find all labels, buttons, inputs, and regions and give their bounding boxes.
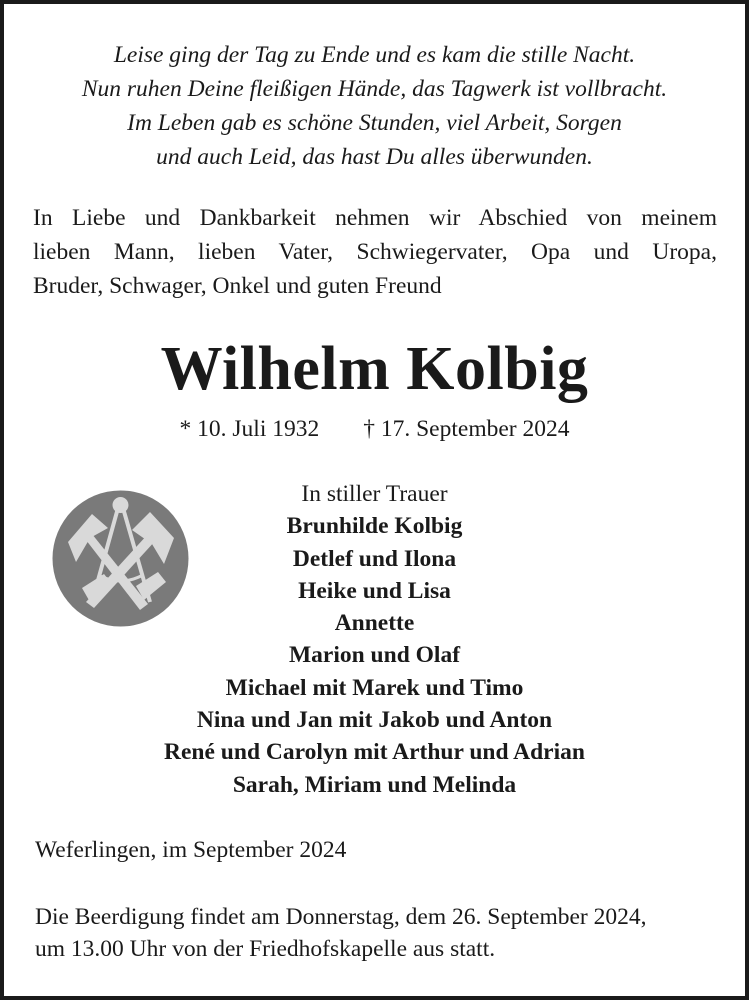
- life-dates: [4, 412, 745, 446]
- intro-line: In Liebe und Dankbarkeit nehmen wir Abschied von meinem: [33, 205, 717, 231]
- mourner-name: Detlef und Ilona: [292, 545, 457, 572]
- mourner-name: Nina und Jan mit Jakob und Anton: [196, 707, 553, 734]
- poem-line: Nun ruhen Deine fleißigen Hände, das Tagwerk ist vollbracht.: [81, 76, 668, 102]
- mourner-name: René und Carolyn mit Arthur und Adrian: [164, 739, 585, 766]
- funeral-line: Die Beerdigung findet am Donnerstag, dem 26. September 2024,: [35, 904, 647, 930]
- mourners-heading: In stiller Trauer: [301, 481, 448, 507]
- intro-line: lieben Mann, lieben Vater, Schwiegervater, Opa und Uropa,: [33, 239, 717, 265]
- funeral-line: um 13.00 Uhr von der Friedhofskapelle aus statt.: [35, 936, 496, 962]
- funeral-notice: [35, 901, 647, 965]
- poem: [4, 38, 745, 174]
- mourner-name: Michael mit Marek und Timo: [225, 674, 524, 701]
- intro-text: [33, 201, 717, 303]
- death-date: † 17. September 2024: [363, 416, 570, 442]
- poem-line: Im Leben gab es schöne Stunden, viel Arbeit, Sorgen: [127, 110, 622, 136]
- poem-line: und auch Leid, das hast Du alles überwunden.: [156, 144, 593, 170]
- mourner-name: Heike und Lisa: [298, 577, 451, 604]
- mourners-list: [4, 478, 745, 801]
- place-and-date: Weferlingen, im September 2024: [35, 837, 347, 863]
- poem-line: Leise ging der Tag zu Ende und es kam die stille Nacht.: [113, 42, 636, 68]
- mourner-name: Sarah, Miriam und Melinda: [232, 771, 517, 798]
- mourner-name: Annette: [334, 610, 415, 637]
- intro-line: Bruder, Schwager, Onkel und guten Freund: [33, 273, 442, 299]
- deceased-name: Wilhelm Kolbig: [160, 335, 589, 403]
- birth-date: * 10. Juli 1932: [179, 416, 320, 442]
- mourner-name: Marion und Olaf: [288, 642, 461, 669]
- mourner-name: Brunhilde Kolbig: [286, 513, 463, 540]
